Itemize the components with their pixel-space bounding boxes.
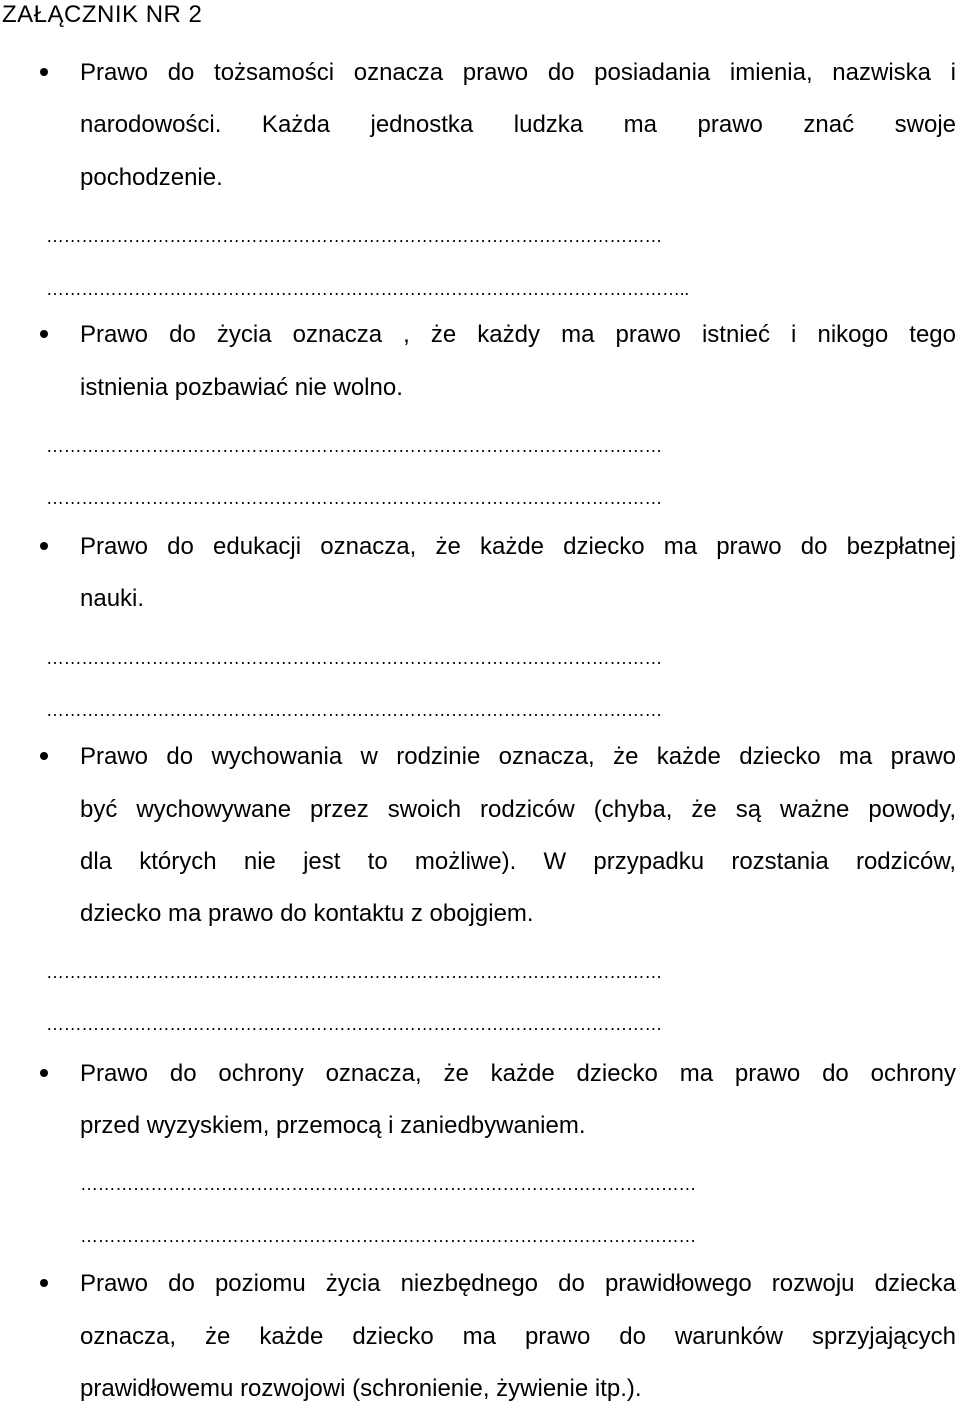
- item-3-line-2: nauki.: [80, 585, 145, 612]
- answer-line[interactable]: ……………………………………………………………………………………………: [80, 1226, 697, 1246]
- item-4-line-2: być wychowywane przez swoich rodziców (chyba, że są ważne powody,: [80, 796, 956, 823]
- bullet-icon: [40, 1279, 48, 1287]
- answer-line[interactable]: ……………………………………………………………………………………………: [46, 226, 663, 246]
- item-6-line-3: prawidłowemu rozwojowi (schronienie, żywienie itp.).: [80, 1375, 642, 1402]
- answer-line[interactable]: ……………………………………………………………………………………………: [46, 1014, 663, 1034]
- item-6-line-2: oznacza, że każde dziecko ma prawo do warunków sprzyjających: [80, 1323, 956, 1350]
- bullet-icon: [40, 542, 48, 550]
- page-title: ZAŁĄCZNIK NR 2: [2, 1, 203, 28]
- bullet-icon: [40, 1069, 48, 1077]
- item-5-line-1: Prawo do ochrony oznacza, że każde dziecko ma prawo do ochrony: [80, 1060, 956, 1087]
- answer-line[interactable]: ……………………………………………………………………………………………: [46, 436, 663, 456]
- item-3-line-1: Prawo do edukacji oznacza, że każde dziecko ma prawo do bezpłatnej: [80, 533, 956, 560]
- answer-line[interactable]: ……………………………………………………………………………………………: [80, 1174, 697, 1194]
- item-4-line-4: dziecko ma prawo do kontaktu z obojgiem.: [80, 900, 534, 927]
- answer-line[interactable]: ……………………………………………………………………………………………: [46, 488, 663, 508]
- item-5-line-2: przed wyzyskiem, przemocą i zaniedbywaniem.: [80, 1112, 586, 1139]
- bullet-icon: [40, 330, 48, 338]
- item-4-line-3: dla których nie jest to możliwe). W przypadku rozstania rodziców,: [80, 848, 956, 875]
- answer-line[interactable]: ………………………………………………………………………………………………..: [46, 279, 689, 299]
- item-4-line-1: Prawo do wychowania w rodzinie oznacza, że każde dziecko ma prawo: [80, 743, 956, 770]
- bullet-icon: [40, 752, 48, 760]
- item-1-line-1: Prawo do tożsamości oznacza prawo do posiadania imienia, nazwiska i: [80, 59, 956, 86]
- answer-line[interactable]: ……………………………………………………………………………………………: [46, 962, 663, 982]
- item-2-line-1: Prawo do życia oznacza , że każdy ma prawo istnieć i nikogo tego: [80, 321, 956, 348]
- answer-line[interactable]: ……………………………………………………………………………………………: [46, 648, 663, 668]
- item-1-line-3: pochodzenie.: [80, 164, 223, 191]
- item-1-line-2: narodowości. Każda jednostka ludzka ma prawo znać swoje: [80, 111, 956, 138]
- item-6-line-1: Prawo do poziomu życia niezbędnego do prawidłowego rozwoju dziecka: [80, 1270, 956, 1297]
- bullet-icon: [40, 68, 48, 76]
- item-2-line-2: istnienia pozbawiać nie wolno.: [80, 374, 403, 401]
- answer-line[interactable]: ……………………………………………………………………………………………: [46, 700, 663, 720]
